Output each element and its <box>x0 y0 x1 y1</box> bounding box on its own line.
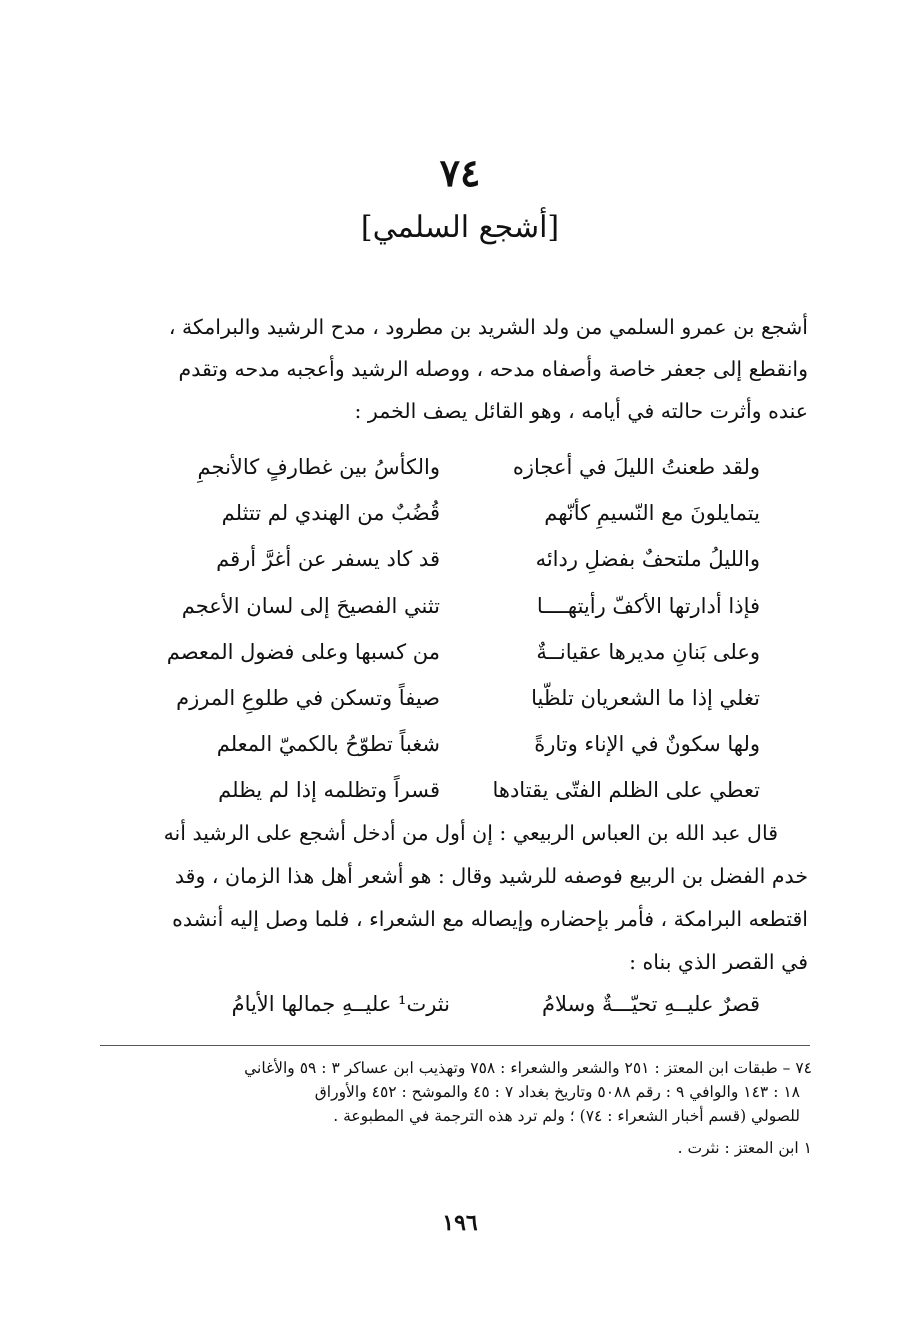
poem-verse <box>150 721 760 767</box>
verse-first-hemistich: قصرٌ عليــهِ تحيّـــةٌ وسلامُ <box>542 992 760 1016</box>
footnote-line: ٧٤ – طبقات ابن المعتز : ٢٥١ والشعر والشعراء : ٧٥٨ وتهذيب ابن عساكر ٣ : ٥٩ والأغاني <box>244 1059 812 1077</box>
footnotes <box>97 1056 812 1160</box>
verse-second-hemistich: صيفاً وتسكن في طلوعِ المرزم <box>176 686 440 711</box>
narrative-line: خدم الفضل بن الربيع فوصفه للرشيد وقال : هو أشعر أهل هذا الزمان ، وقد <box>174 864 808 888</box>
narrative-paragraph <box>103 812 808 984</box>
narrative-line: اقتطعه البرامكة ، فأمر بإحضاره وإيصاله مع الشعراء ، فلما وصل إليه أنشده <box>172 907 808 931</box>
quoted-verse <box>150 992 760 1016</box>
poem-verse <box>150 675 760 721</box>
poem-verse <box>150 490 760 536</box>
intro-line: أشجع بن عمرو السلمي من ولد الشريد بن مطرود ، مدح الرشيد والبرامكة ، <box>168 315 808 339</box>
intro-paragraph <box>108 306 808 432</box>
verse-first-hemistich: يتمايلونَ مع النّسيمِ كأنّهم <box>544 501 760 526</box>
poem-verse <box>150 583 760 629</box>
verse-first-hemistich: فإذا أدارتها الأكفّ رأيتهــــا <box>536 593 760 618</box>
verse-second-hemistich: نثرت¹ عليــهِ جمالها الأيامُ <box>231 992 450 1016</box>
page-number: ١٩٦ <box>442 1210 478 1236</box>
footnote-divider <box>100 1045 810 1046</box>
chapter-title: [أشجع السلمي] <box>360 210 560 245</box>
intro-line: وانقطع إلى جعفر خاصة وأصفاه مدحه ، ووصله الرشيد وأعجبه مدحه وتقدم <box>178 357 808 381</box>
poem-verse <box>150 629 760 675</box>
verse-first-hemistich: ولقد طعنتُ الليلَ في أعجازه <box>512 455 760 480</box>
intro-line: عنده وأثرت حالته في أيامه ، وهو القائل يصف الخمر : <box>354 399 808 423</box>
verse-second-hemistich: والكأسُ بين غطارفٍ كالأنجمِ <box>197 455 440 480</box>
verse-first-hemistich: وعلى بَنانِ مديرها عقيانــةٌ <box>536 639 760 664</box>
poem-verse <box>150 444 760 490</box>
verse-first-hemistich: تغلي إذا ما الشعريان تلظّيا <box>531 686 760 711</box>
verse-second-hemistich: قسراً وتظلمه إذا لم يظلم <box>218 778 440 803</box>
verse-second-hemistich: قد كاد يسفر عن أغرَّ أرقم <box>216 547 440 572</box>
footnote-line: ١٨ : ١٤٣ والوافي ٩ : رقم ٥٠٨٨ وتاريخ بغداد ٧ : ٤٥ والموشح : ٤٥٢ والأوراق <box>314 1083 800 1101</box>
verse-second-hemistich: قُضُبٌ من الهندي لم تتثلم <box>221 501 440 526</box>
poem <box>150 444 760 814</box>
footnote-line: ١ ابن المعتز : نثرت . <box>677 1139 812 1157</box>
verse-second-hemistich: تثني الفصيحَ إلى لسان الأعجم <box>181 593 440 618</box>
narrative-line: قال عبد الله بن العباس الربيعي : إن أول من أدخل أشجع على الرشيد أنه <box>163 821 778 845</box>
poem-verse <box>150 536 760 582</box>
verse-first-hemistich: تعطي على الظلم الفتّى يقتادها <box>492 778 760 803</box>
chapter-number: ٧٤ <box>439 150 481 195</box>
poem-verse <box>150 767 760 813</box>
verse-first-hemistich: ولها سكونٌ في الإناء وتارةً <box>534 732 760 757</box>
footnote-line: للصولي (قسم أخبار الشعراء : ٧٤) ؛ ولم ترد هذه الترجمة في المطبوعة . <box>333 1107 800 1125</box>
verse-second-hemistich: من كسبها وعلى فضول المعصم <box>166 639 440 664</box>
narrative-line: في القصر الذي بناه : <box>629 950 808 974</box>
verse-second-hemistich: شغباً تطوّحُ بالكميّ المعلم <box>216 732 440 757</box>
verse-first-hemistich: والليلُ ملتحفٌ بفضلِ ردائه <box>535 547 760 572</box>
